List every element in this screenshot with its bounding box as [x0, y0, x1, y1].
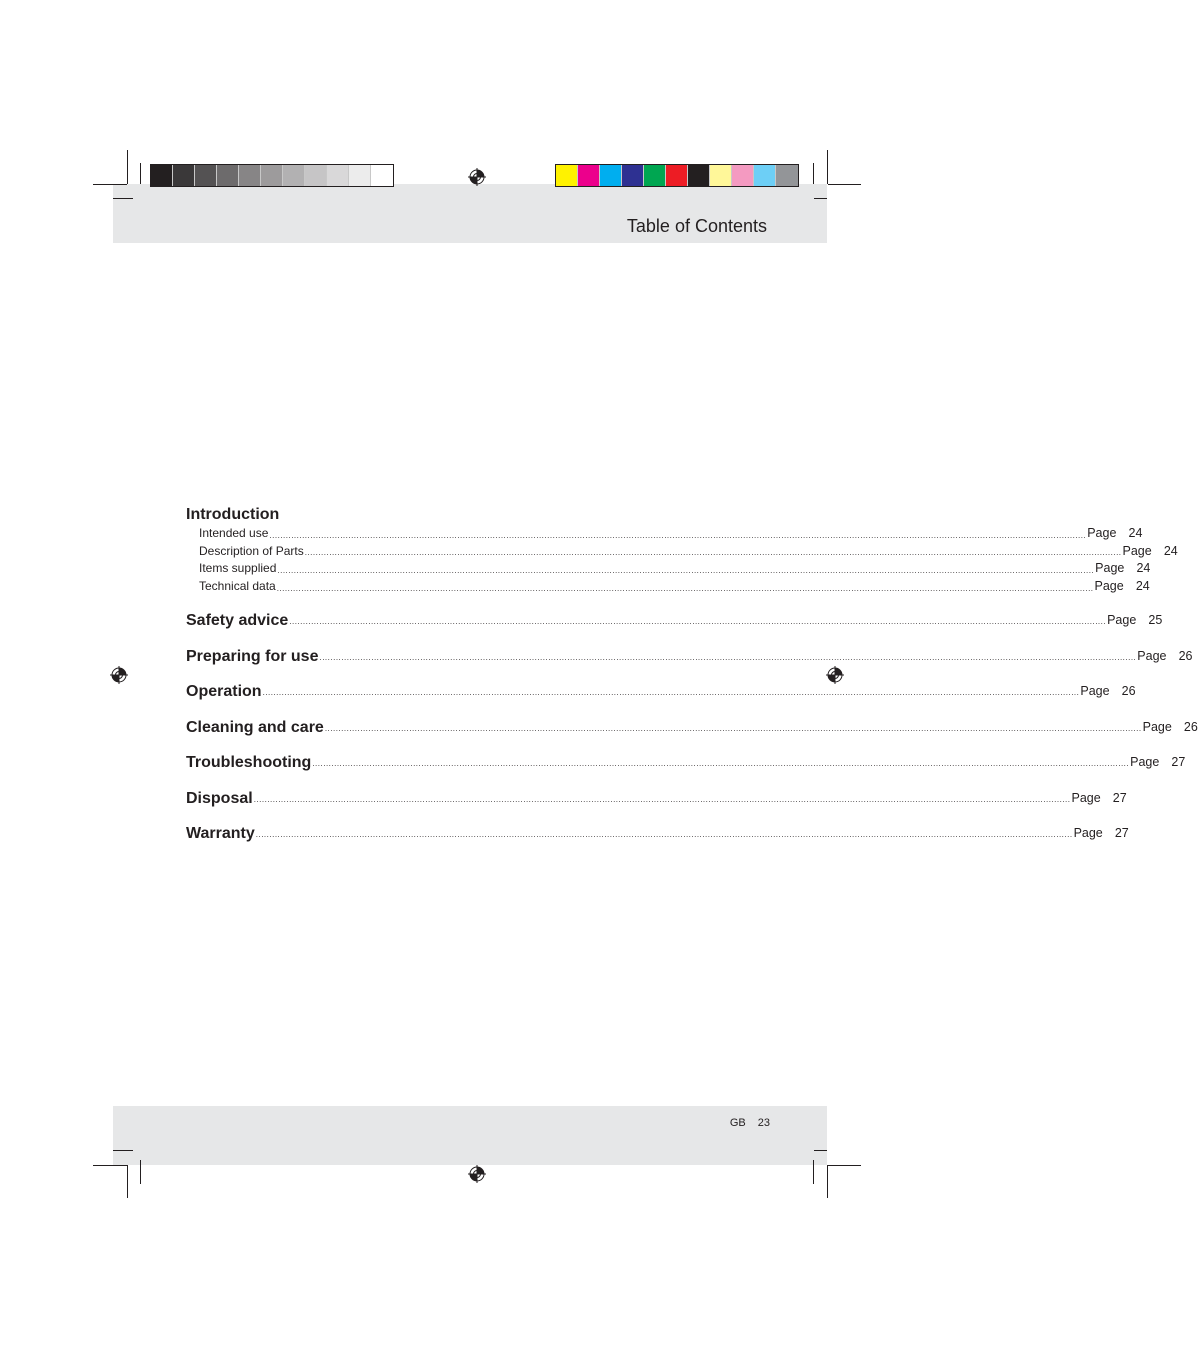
footer-band — [113, 1106, 827, 1165]
registration-mark-icon — [826, 666, 844, 684]
toc-entry-page: Page 26 — [1142, 719, 1198, 734]
registration-mark-icon — [110, 666, 128, 684]
dot-leader: ............................................................................................................................................................................................................................................................................................................ — [276, 583, 1094, 593]
toc-entry-label: Operation — [186, 683, 262, 701]
color-swatch — [305, 165, 327, 186]
toc-entry-page: Page 25 — [1107, 613, 1163, 628]
toc-entry-label: Intended use — [199, 525, 269, 540]
toc-entry-safety-advice[interactable] — [186, 596, 1163, 632]
toc-entry-page: Page 24 — [1095, 561, 1151, 576]
toc-entry-preparing-for-use[interactable] — [186, 631, 1193, 667]
color-swatch — [644, 165, 666, 186]
page-title: Table of Contents — [626, 216, 767, 236]
grayscale-calibration-bar — [150, 164, 394, 187]
color-swatch — [556, 165, 578, 186]
footer-page-number: 23 — [757, 1117, 770, 1129]
toc-entry-label: Items supplied — [199, 561, 277, 576]
color-swatch — [600, 165, 622, 186]
color-swatch — [371, 165, 393, 186]
toc-entry-page: Page 24 — [1094, 579, 1150, 594]
dot-leader: ............................................................................................................................................................................................................................................................................................................ — [277, 566, 1095, 576]
toc-entry-items-supplied[interactable] — [186, 560, 1151, 578]
color-swatch — [622, 165, 644, 186]
page-footer — [730, 1117, 770, 1129]
dot-leader: ............................................................................................................................................................................................................................................................................................................ — [289, 617, 1107, 627]
toc-entry-label: Safety advice — [186, 612, 289, 630]
table-of-contents — [186, 505, 1198, 844]
registration-mark-icon — [468, 168, 486, 186]
dot-leader: ............................................................................................................................................................................................................................................................................................................ — [324, 723, 1142, 733]
toc-entry-label: Technical data — [199, 579, 276, 594]
color-swatch — [688, 165, 710, 186]
toc-entry-operation[interactable] — [186, 667, 1136, 703]
color-swatch — [327, 165, 349, 186]
color-swatch — [349, 165, 371, 186]
toc-entry-page: Page 27 — [1071, 790, 1127, 805]
toc-entry-page: Page 26 — [1137, 648, 1193, 663]
toc-entry-page: Page 26 — [1080, 684, 1136, 699]
color-swatch — [754, 165, 776, 186]
toc-entry-page: Page 27 — [1073, 826, 1129, 841]
toc-entry-description-of-parts[interactable] — [186, 543, 1178, 561]
toc-entry-label: Warranty — [186, 825, 255, 843]
toc-entry-page: Page 24 — [1122, 543, 1178, 558]
footer-language: GB — [729, 1117, 746, 1129]
color-swatch — [217, 165, 239, 186]
toc-entry-troubleshooting[interactable] — [186, 738, 1186, 774]
toc-entry-technical-data[interactable] — [186, 578, 1150, 596]
toc-entry-label: Disposal — [186, 789, 253, 807]
color-swatch — [666, 165, 688, 186]
dot-leader: ............................................................................................................................................................................................................................................................................................................ — [262, 688, 1080, 698]
color-swatch — [732, 165, 754, 186]
color-swatch — [776, 165, 798, 186]
color-swatch — [578, 165, 600, 186]
color-swatch — [710, 165, 732, 186]
color-swatch — [283, 165, 305, 186]
toc-entry-page: Page 27 — [1130, 755, 1186, 770]
color-swatch — [261, 165, 283, 186]
toc-entry-page: Page 24 — [1087, 525, 1143, 540]
color-swatch — [239, 165, 261, 186]
dot-leader: ............................................................................................................................................................................................................................................................................................................ — [304, 548, 1122, 558]
color-calibration-bar — [555, 164, 799, 187]
toc-entry-label: Troubleshooting — [186, 754, 312, 772]
dot-leader: ............................................................................................................................................................................................................................................................................................................ — [312, 759, 1130, 769]
dot-leader: ............................................................................................................................................................................................................................................................................................................ — [319, 652, 1137, 662]
registration-mark-icon — [468, 1165, 486, 1183]
dot-leader: ............................................................................................................................................................................................................................................................................................................ — [269, 530, 1087, 540]
toc-entry-cleaning-and-care[interactable] — [186, 702, 1198, 738]
toc-entry-label: Description of Parts — [199, 543, 304, 558]
toc-entry-disposal[interactable] — [186, 773, 1127, 809]
toc-entry-intended-use[interactable] — [186, 525, 1143, 543]
color-swatch — [151, 165, 173, 186]
toc-entry-warranty[interactable] — [186, 809, 1129, 845]
toc-section-introduction[interactable]: Introduction — [186, 506, 280, 523]
color-swatch — [173, 165, 195, 186]
dot-leader: ............................................................................................................................................................................................................................................................................................................ — [255, 830, 1073, 840]
color-swatch — [195, 165, 217, 186]
toc-entry-label: Preparing for use — [186, 647, 319, 665]
toc-entry-label: Cleaning and care — [186, 718, 324, 736]
dot-leader: ............................................................................................................................................................................................................................................................................................................ — [253, 794, 1071, 804]
